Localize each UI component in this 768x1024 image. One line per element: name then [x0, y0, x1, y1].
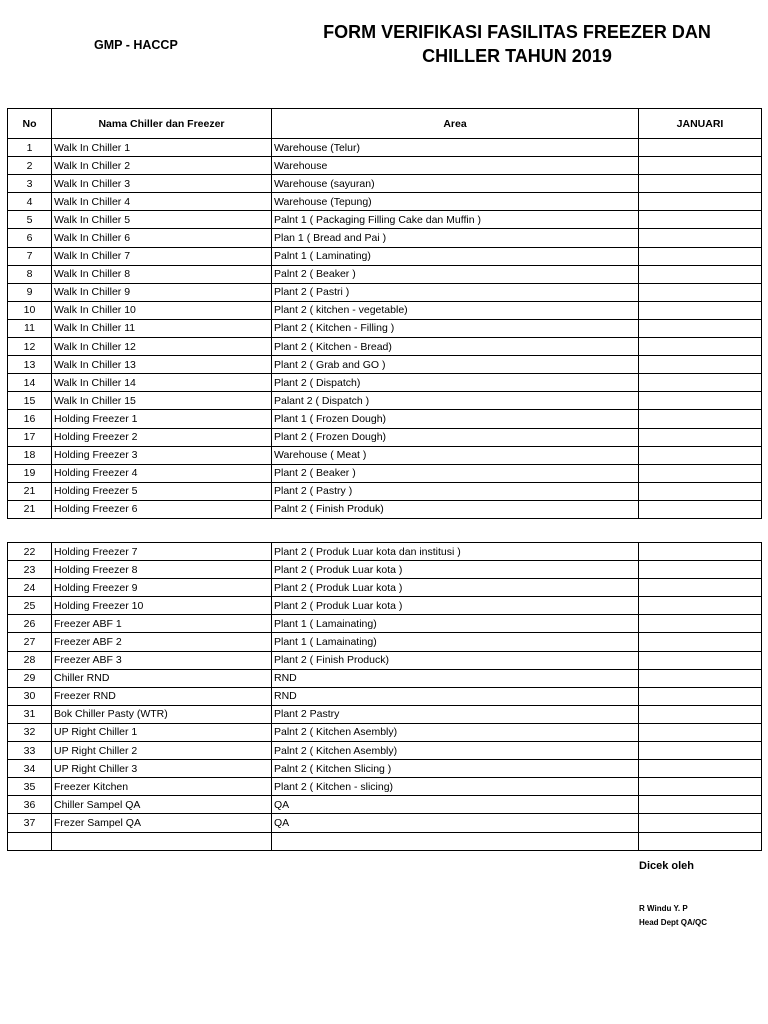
equipment-name-cell: Holding Freezer 1 — [52, 410, 272, 428]
equipment-name-cell: Walk In Chiller 7 — [52, 247, 272, 265]
row-number-cell: 30 — [8, 687, 52, 705]
januari-check-cell[interactable] — [639, 814, 762, 832]
row-number-cell — [8, 832, 52, 850]
table-row — [8, 687, 762, 705]
area-cell: Plant 2 ( Produk Luar kota dan institusi ) — [272, 543, 639, 561]
table-row — [8, 482, 762, 500]
row-number-cell: 28 — [8, 651, 52, 669]
area-cell: Palnt 2 ( Kitchen Asembly) — [272, 742, 639, 760]
table-row — [8, 597, 762, 615]
verification-table-part-2 — [7, 542, 762, 851]
row-number-cell: 18 — [8, 446, 52, 464]
januari-check-cell[interactable] — [639, 669, 762, 687]
table-row — [8, 705, 762, 723]
area-cell: Plant 2 ( Pastri ) — [272, 283, 639, 301]
area-cell: Warehouse (Telur) — [272, 139, 639, 157]
area-cell: Plan 1 ( Bread and Pai ) — [272, 229, 639, 247]
table-row — [8, 615, 762, 633]
equipment-name-cell: Holding Freezer 3 — [52, 446, 272, 464]
equipment-name-cell: UP Right Chiller 1 — [52, 723, 272, 741]
equipment-name-cell: Holding Freezer 6 — [52, 500, 272, 518]
januari-check-cell[interactable] — [639, 796, 762, 814]
table-row — [8, 301, 762, 319]
equipment-name-cell: Walk In Chiller 9 — [52, 283, 272, 301]
equipment-name-cell: UP Right Chiller 3 — [52, 760, 272, 778]
table-row — [8, 814, 762, 832]
area-cell: Plant 1 ( Lamainating) — [272, 615, 639, 633]
row-number-cell: 36 — [8, 796, 52, 814]
form-title-line-1: FORM VERIFIKASI FASILITAS FREEZER DAN — [323, 22, 711, 42]
table-row — [8, 319, 762, 337]
januari-check-cell[interactable] — [639, 778, 762, 796]
table-row — [8, 374, 762, 392]
januari-check-cell[interactable] — [639, 597, 762, 615]
area-cell: RND — [272, 687, 639, 705]
area-cell: Plant 1 ( Lamainating) — [272, 633, 639, 651]
table-row — [8, 193, 762, 211]
table-row — [8, 392, 762, 410]
equipment-name-cell: Walk In Chiller 10 — [52, 301, 272, 319]
table-row — [8, 543, 762, 561]
januari-check-cell[interactable] — [639, 832, 762, 850]
area-cell: Warehouse — [272, 157, 639, 175]
table-row — [8, 229, 762, 247]
checked-by-label: Dicek oleh — [639, 860, 695, 872]
equipment-name-cell: Walk In Chiller 4 — [52, 193, 272, 211]
row-number-cell: 16 — [8, 410, 52, 428]
row-number-cell: 26 — [8, 615, 52, 633]
row-number-cell: 31 — [8, 705, 52, 723]
equipment-name-cell: Walk In Chiller 14 — [52, 374, 272, 392]
area-cell: Palnt 1 ( Packaging Filling Cake dan Muffin ) — [272, 211, 639, 229]
januari-check-cell[interactable] — [639, 211, 762, 229]
column-header-area: Area — [272, 109, 639, 139]
januari-check-cell[interactable] — [639, 374, 762, 392]
januari-check-cell[interactable] — [639, 723, 762, 741]
equipment-name-cell: UP Right Chiller 2 — [52, 742, 272, 760]
table-row — [8, 410, 762, 428]
row-number-cell: 5 — [8, 211, 52, 229]
equipment-name-cell: Holding Freezer 4 — [52, 464, 272, 482]
equipment-name-cell: Freezer ABF 3 — [52, 651, 272, 669]
equipment-name-cell: Walk In Chiller 8 — [52, 265, 272, 283]
januari-check-cell[interactable] — [639, 157, 762, 175]
januari-check-cell[interactable] — [639, 193, 762, 211]
row-number-cell: 24 — [8, 579, 52, 597]
table-row — [8, 796, 762, 814]
area-cell: Plant 2 ( Frozen Dough) — [272, 428, 639, 446]
table-row — [8, 247, 762, 265]
januari-check-cell[interactable] — [639, 446, 762, 464]
table-header-row — [8, 109, 762, 139]
row-number-cell: 11 — [8, 319, 52, 337]
area-cell: Plant 2 ( Produk Luar kota ) — [272, 579, 639, 597]
januari-check-cell[interactable] — [639, 705, 762, 723]
area-cell: Plant 2 ( Grab and GO ) — [272, 356, 639, 374]
row-number-cell: 32 — [8, 723, 52, 741]
januari-check-cell[interactable] — [639, 633, 762, 651]
signatory-name: R Windu Y. P — [639, 904, 688, 913]
row-number-cell: 4 — [8, 193, 52, 211]
januari-check-cell[interactable] — [639, 301, 762, 319]
row-number-cell: 7 — [8, 247, 52, 265]
form-title-line-2: CHILLER TAHUN 2019 — [422, 46, 612, 66]
area-cell: Palant 2 ( Dispatch ) — [272, 392, 639, 410]
area-cell: RND — [272, 669, 639, 687]
januari-check-cell[interactable] — [639, 175, 762, 193]
januari-check-cell[interactable] — [639, 283, 762, 301]
area-cell: Plant 2 ( Produk Luar kota ) — [272, 597, 639, 615]
januari-check-cell[interactable] — [639, 229, 762, 247]
table-row — [8, 283, 762, 301]
januari-check-cell[interactable] — [639, 247, 762, 265]
table-row — [8, 338, 762, 356]
januari-check-cell[interactable] — [639, 410, 762, 428]
equipment-name-cell: Walk In Chiller 3 — [52, 175, 272, 193]
equipment-name-cell: Holding Freezer 7 — [52, 543, 272, 561]
table-row — [8, 832, 762, 850]
area-cell: Palnt 1 ( Laminating) — [272, 247, 639, 265]
table-row — [8, 778, 762, 796]
table-row — [8, 561, 762, 579]
table-row — [8, 669, 762, 687]
januari-check-cell[interactable] — [639, 482, 762, 500]
area-cell: Plant 2 ( Pastry ) — [272, 482, 639, 500]
equipment-name-cell: Holding Freezer 5 — [52, 482, 272, 500]
area-cell: Plant 2 ( Kitchen - Bread) — [272, 338, 639, 356]
area-cell: Plant 2 ( Dispatch) — [272, 374, 639, 392]
row-number-cell: 19 — [8, 464, 52, 482]
januari-check-cell[interactable] — [639, 265, 762, 283]
januari-check-cell[interactable] — [639, 464, 762, 482]
equipment-name-cell: Freezer Kitchen — [52, 778, 272, 796]
table-row — [8, 446, 762, 464]
equipment-name-cell — [52, 832, 272, 850]
verification-table-part-1 — [7, 108, 762, 519]
equipment-name-cell: Freezer ABF 1 — [52, 615, 272, 633]
table-row — [8, 139, 762, 157]
row-number-cell: 23 — [8, 561, 52, 579]
row-number-cell: 14 — [8, 374, 52, 392]
row-number-cell: 35 — [8, 778, 52, 796]
column-header-name: Nama Chiller dan Freezer — [52, 109, 272, 139]
equipment-name-cell: Walk In Chiller 2 — [52, 157, 272, 175]
row-number-cell: 6 — [8, 229, 52, 247]
januari-check-cell[interactable] — [639, 543, 762, 561]
januari-check-cell[interactable] — [639, 760, 762, 778]
januari-check-cell[interactable] — [639, 392, 762, 410]
area-cell: Warehouse (Tepung) — [272, 193, 639, 211]
row-number-cell: 34 — [8, 760, 52, 778]
equipment-name-cell: Walk In Chiller 12 — [52, 338, 272, 356]
row-number-cell: 37 — [8, 814, 52, 832]
column-header-no: No — [8, 109, 52, 139]
area-cell: QA — [272, 814, 639, 832]
equipment-name-cell: Holding Freezer 2 — [52, 428, 272, 446]
area-cell: Palnt 2 ( Kitchen Asembly) — [272, 723, 639, 741]
januari-check-cell[interactable] — [639, 742, 762, 760]
area-cell: Warehouse (sayuran) — [272, 175, 639, 193]
area-cell: Plant 2 ( Beaker ) — [272, 464, 639, 482]
form-title — [290, 20, 744, 68]
area-cell: Warehouse ( Meat ) — [272, 446, 639, 464]
area-cell: Palnt 2 ( Beaker ) — [272, 265, 639, 283]
januari-check-cell[interactable] — [639, 428, 762, 446]
row-number-cell: 33 — [8, 742, 52, 760]
equipment-name-cell: Chiller RND — [52, 669, 272, 687]
area-cell: Plant 2 ( Kitchen - Filling ) — [272, 319, 639, 337]
januari-check-cell[interactable] — [639, 139, 762, 157]
table-row — [8, 211, 762, 229]
area-cell: Plant 2 ( Produk Luar kota ) — [272, 561, 639, 579]
januari-check-cell[interactable] — [639, 579, 762, 597]
row-number-cell: 12 — [8, 338, 52, 356]
januari-check-cell[interactable] — [639, 561, 762, 579]
equipment-name-cell: Freezer RND — [52, 687, 272, 705]
table-row — [8, 723, 762, 741]
table-row — [8, 175, 762, 193]
equipment-name-cell: Walk In Chiller 5 — [52, 211, 272, 229]
equipment-name-cell: Walk In Chiller 15 — [52, 392, 272, 410]
area-cell: Palnt 2 ( Finish Produk) — [272, 500, 639, 518]
equipment-name-cell: Frezer Sampel QA — [52, 814, 272, 832]
area-cell: Plant 2 ( Kitchen - slicing) — [272, 778, 639, 796]
equipment-name-cell: Walk In Chiller 1 — [52, 139, 272, 157]
januari-check-cell[interactable] — [639, 319, 762, 337]
table-row — [8, 500, 762, 518]
equipment-name-cell: Holding Freezer 10 — [52, 597, 272, 615]
table-row — [8, 464, 762, 482]
equipment-name-cell: Holding Freezer 8 — [52, 561, 272, 579]
januari-check-cell[interactable] — [639, 651, 762, 669]
table-row — [8, 356, 762, 374]
equipment-name-cell: Chiller Sampel QA — [52, 796, 272, 814]
equipment-name-cell: Holding Freezer 9 — [52, 579, 272, 597]
table-row — [8, 579, 762, 597]
table-row — [8, 760, 762, 778]
row-number-cell: 3 — [8, 175, 52, 193]
area-cell: Plant 2 ( kitchen - vegetable) — [272, 301, 639, 319]
table-row — [8, 651, 762, 669]
area-cell: Palnt 2 ( Kitchen Slicing ) — [272, 760, 639, 778]
signatory-position: Head Dept QA/QC — [639, 918, 708, 927]
row-number-cell: 9 — [8, 283, 52, 301]
area-cell: Plant 1 ( Frozen Dough) — [272, 410, 639, 428]
table-row — [8, 742, 762, 760]
row-number-cell: 15 — [8, 392, 52, 410]
area-cell: QA — [272, 796, 639, 814]
equipment-name-cell: Walk In Chiller 6 — [52, 229, 272, 247]
januari-check-cell[interactable] — [639, 615, 762, 633]
row-number-cell: 25 — [8, 597, 52, 615]
row-number-cell: 2 — [8, 157, 52, 175]
area-cell — [272, 832, 639, 850]
row-number-cell: 17 — [8, 428, 52, 446]
row-number-cell: 1 — [8, 139, 52, 157]
row-number-cell: 22 — [8, 543, 52, 561]
equipment-name-cell: Walk In Chiller 13 — [52, 356, 272, 374]
row-number-cell: 10 — [8, 301, 52, 319]
row-number-cell: 29 — [8, 669, 52, 687]
row-number-cell: 27 — [8, 633, 52, 651]
column-header-januari: JANUARI — [639, 109, 762, 139]
area-cell: Plant 2 Pastry — [272, 705, 639, 723]
gmp-haccp-label: GMP - HACCP — [94, 38, 178, 52]
table-row — [8, 265, 762, 283]
equipment-name-cell: Freezer ABF 2 — [52, 633, 272, 651]
januari-check-cell[interactable] — [639, 687, 762, 705]
equipment-name-cell: Bok Chiller Pasty (WTR) — [52, 705, 272, 723]
row-number-cell: 8 — [8, 265, 52, 283]
area-cell: Plant 2 ( Finish Produck) — [272, 651, 639, 669]
equipment-name-cell: Walk In Chiller 11 — [52, 319, 272, 337]
januari-check-cell[interactable] — [639, 338, 762, 356]
row-number-cell: 21 — [8, 500, 52, 518]
table-row — [8, 633, 762, 651]
row-number-cell: 13 — [8, 356, 52, 374]
januari-check-cell[interactable] — [639, 500, 762, 518]
table-row — [8, 428, 762, 446]
table-row — [8, 157, 762, 175]
januari-check-cell[interactable] — [639, 356, 762, 374]
row-number-cell: 21 — [8, 482, 52, 500]
